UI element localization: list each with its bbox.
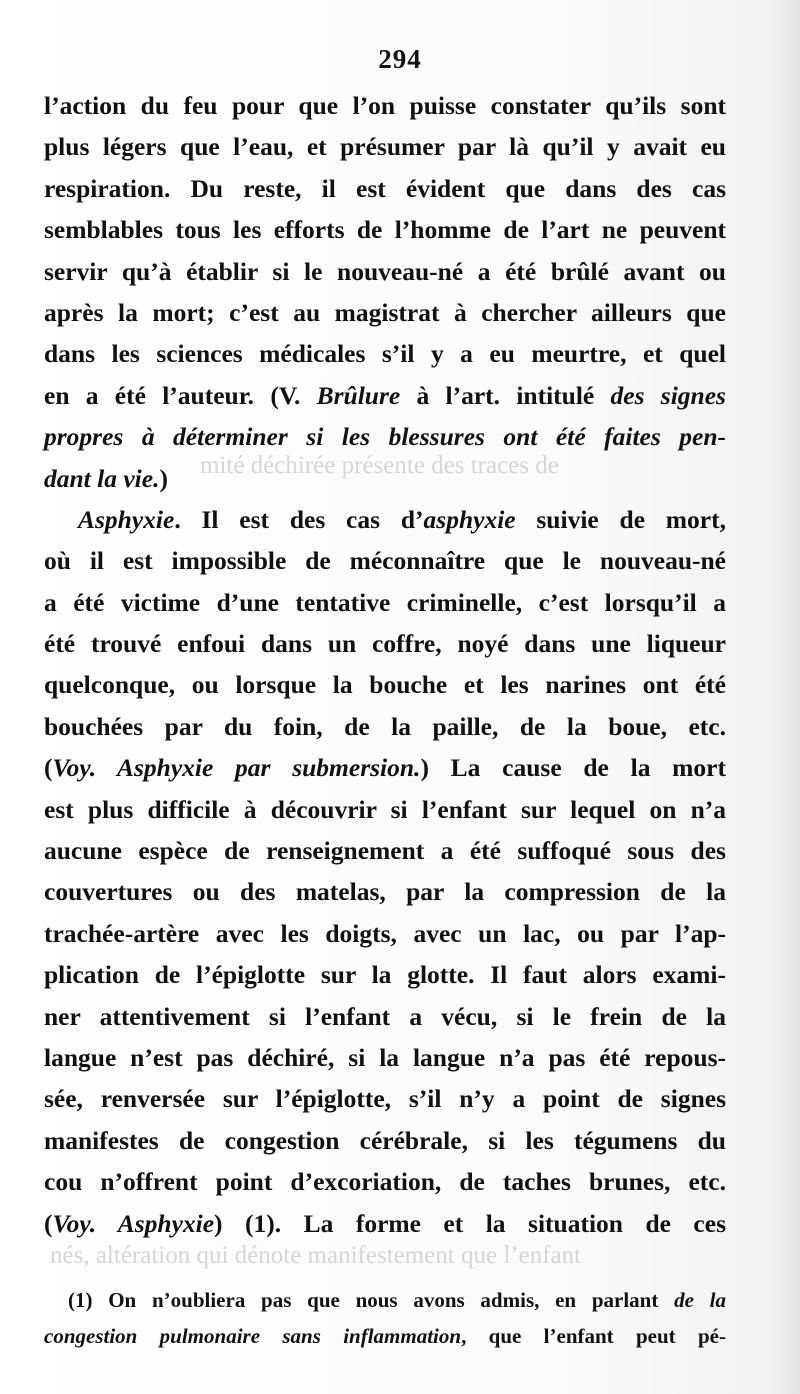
footnote <box>44 1282 726 1354</box>
text-line <box>44 499 726 540</box>
text-segment: l’action du feu pour que l’on puisse constater qu’ils sont <box>44 91 726 120</box>
italic-segment: Voy. Asphyxie <box>52 1208 215 1238</box>
text-segment: , que l’enfant peut pé- <box>461 1324 726 1348</box>
text-segment: ) La cause de la mort <box>420 753 726 783</box>
text-segment: ( <box>44 753 53 783</box>
text-line <box>44 168 726 209</box>
text-segment: en a été l’auteur. (V. <box>44 380 317 410</box>
italic-segment: Voy. Asphyxie par submersion. <box>52 753 421 783</box>
text-line <box>44 458 726 499</box>
italic-segment: propres à déterminer si les blessures ont été faites pen- <box>44 422 726 452</box>
text-segment: sée, renversée sur l’épiglotte, s’il n’y a point de signes <box>44 1084 726 1114</box>
italic-segment: Brûlure <box>316 380 401 410</box>
text-line <box>44 126 726 167</box>
text-line <box>44 375 726 416</box>
italic-segment: des signes <box>610 380 726 410</box>
text-segment: (1) On n’oubliera pas que nous avons admis, en parlant <box>68 1288 675 1312</box>
text-segment: été trouvé enfoui dans un coffre, noyé dans une liqueur <box>44 629 726 659</box>
text-line <box>44 664 726 705</box>
text-line <box>44 540 726 581</box>
text-line <box>44 623 726 664</box>
text-line <box>44 830 726 871</box>
text-line <box>44 1161 726 1202</box>
text-line <box>44 209 726 250</box>
text-line <box>44 996 726 1037</box>
text-line <box>44 1120 726 1161</box>
text-segment: plus légers que l’eau, et présumer par là qu’il y avait eu <box>44 132 726 162</box>
text-segment: bouchées par du foin, de la paille, de la boue, etc. <box>44 711 726 741</box>
text-segment: aucune espèce de renseignement a été suffoqué sous des <box>44 836 726 866</box>
text-segment: plication de l’épiglotte sur la glotte. Il faut alors exami- <box>44 960 726 990</box>
text-line <box>44 416 726 457</box>
text-segment: cou n’offrent point d’excoriation, de taches brunes, etc. <box>44 1167 726 1197</box>
text-segment: ) <box>159 463 168 493</box>
text-segment: ( <box>44 1208 53 1238</box>
footnote-line <box>44 1282 726 1318</box>
text-segment: langue n’est pas déchiré, si la langue n’a pas été repous- <box>44 1042 726 1072</box>
footnote-line <box>44 1318 726 1354</box>
italic-segment: de la <box>674 1288 726 1312</box>
body-text <box>44 85 726 1244</box>
text-line <box>44 1078 726 1119</box>
show-through-text: nés, altération qui dénote manifestement que l’enfant <box>50 1242 582 1269</box>
text-segment: a été victime d’une tentative criminelle, c’est lorsqu’il a <box>44 587 726 617</box>
italic-segment: congestion pulmonaire sans inflammation <box>44 1324 462 1348</box>
text-segment: . Il est des cas d’ <box>174 504 424 534</box>
show-through-text: mité déchirée présente des traces de <box>200 452 559 479</box>
italic-segment: dant la vie. <box>44 463 160 493</box>
text-segment: trachée-artère avec les doigts, avec un lac, ou par l’ap- <box>44 918 726 948</box>
text-segment: après la mort; c’est au magistrat à chercher ailleurs que <box>44 297 726 327</box>
italic-segment: asphyxie <box>423 504 516 534</box>
text-segment: quelconque, ou lorsque la bouche et les narines ont été <box>44 670 726 700</box>
text-segment: ) (1). La forme et la situation de ces <box>214 1208 726 1238</box>
text-segment: où il est impossible de méconnaître que le nouveau-né <box>44 546 726 576</box>
text-segment: manifestes de congestion cérébrale, si les tégumens du <box>44 1125 726 1155</box>
text-line <box>44 292 726 333</box>
text-segment: servir qu’à établir si le nouveau-né a été brûlé avant ou <box>44 256 726 286</box>
text-segment: suivie de mort, <box>515 504 726 534</box>
text-line <box>44 747 726 788</box>
text-line <box>44 913 726 954</box>
text-line <box>44 85 726 126</box>
text-line <box>44 251 726 292</box>
text-segment: à l’art. intitulé <box>400 380 611 410</box>
text-line <box>44 1203 726 1244</box>
text-segment: est plus difficile à découvrir si l’enfant sur lequel on n’a <box>44 794 726 824</box>
text-line <box>44 333 726 374</box>
text-segment: couvertures ou des matelas, par la compression de la <box>44 877 726 907</box>
page-number: 294 <box>378 44 422 74</box>
text-line <box>44 954 726 995</box>
text-line <box>44 789 726 830</box>
text-line <box>44 706 726 747</box>
text-line <box>44 582 726 623</box>
text-segment: respiration. Du reste, il est évident que dans des cas <box>44 173 726 203</box>
text-line <box>44 871 726 912</box>
text-segment: dans les sciences médicales s’il y a eu meurtre, et quel <box>44 339 726 369</box>
text-line <box>44 1037 726 1078</box>
text-segment: ner attentivement si l’enfant a vécu, si le frein de la <box>44 1001 726 1031</box>
italic-segment: Asphyxie <box>78 504 175 534</box>
text-segment: semblables tous les efforts de l’homme de l’art ne peuvent <box>44 215 726 245</box>
